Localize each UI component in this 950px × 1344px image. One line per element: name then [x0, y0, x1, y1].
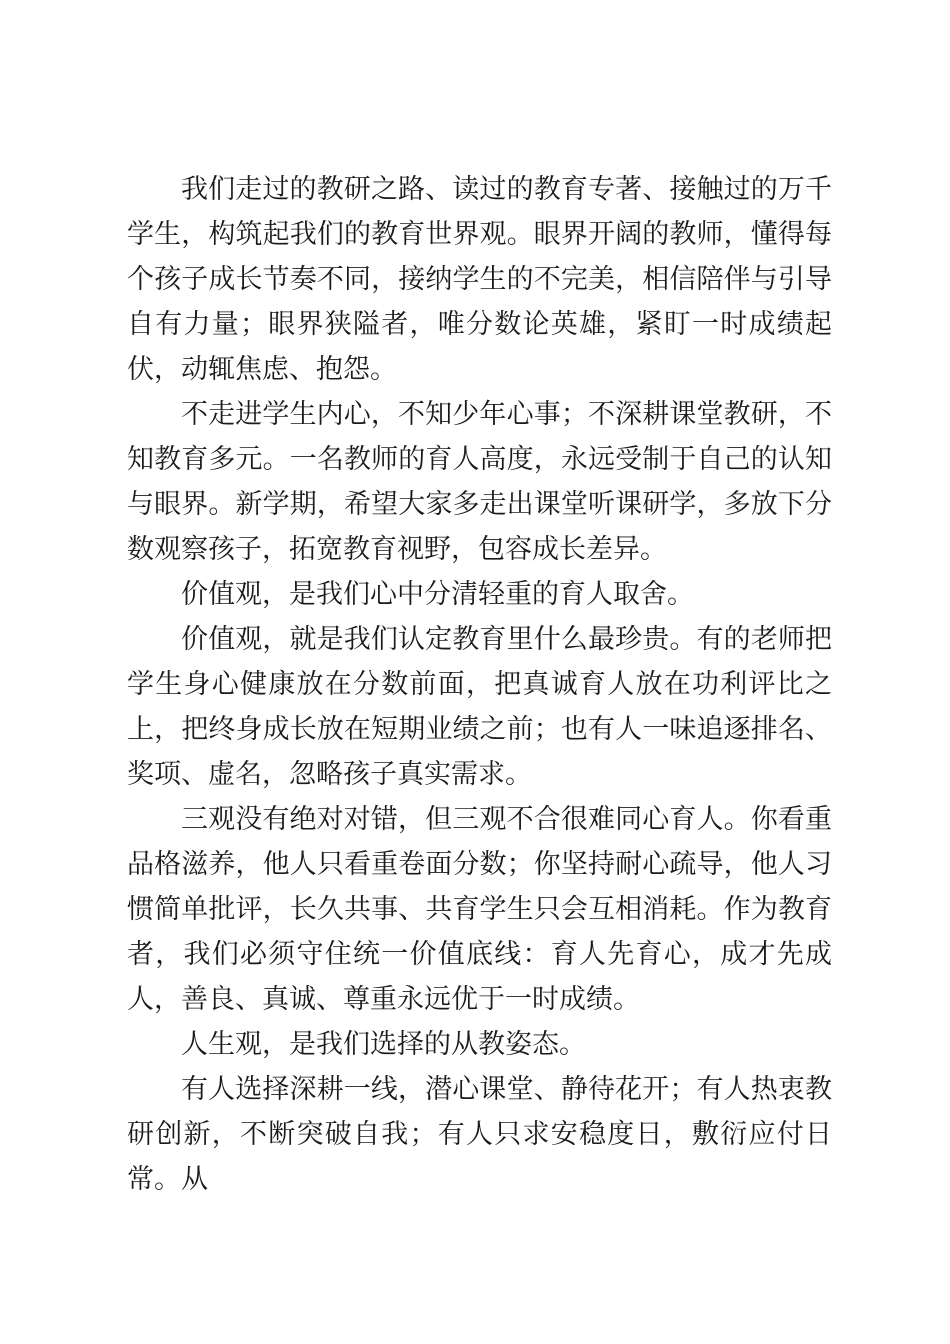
document-body — [127, 167, 832, 1202]
paragraph-2: 不走进学生内心，不知少年心事；不深耕课堂教研，不知教育多元。一名教师的育人高度，永远受制于自己的认知与眼界。新学期，希望大家多走出课堂听课研学，多放下分数观察孩子，拓宽教育视野，包容成长差异。 — [127, 399, 832, 565]
paragraph-7: 有人选择深耕一线，潜心课堂、静待花开；有人热衷教研创新，不断突破自我；有人只求安稳度日，敷衍应付日常。从 — [127, 1074, 832, 1195]
paragraph-6: 人生观，是我们选择的从教姿态。 — [181, 1029, 586, 1060]
paragraph-5: 三观没有绝对对错，但三观不合很难同心育人。你看重品格滋养，他人只看重卷面分数；你坚持耐心疏导，他人习惯简单批评，长久共事、共育学生只会互相消耗。作为教育者，我们必须守住统一价值底线：育人先育心，成才先成人，善良、真诚、尊重永远优于一时成绩。 — [127, 804, 832, 1015]
paragraph-1: 我们走过的教研之路、读过的教育专著、接触过的万千学生，构筑起我们的教育世界观。眼界开阔的教师，懂得每个孩子成长节奏不同，接纳学生的不完美，相信陪伴与引导自有力量；眼界狭隘者，唯分数论英雄，紧盯一时成绩起伏，动辄焦虑、抱怨。 — [127, 174, 832, 385]
paragraph-4: 价值观，就是我们认定教育里什么最珍贵。有的老师把学生身心健康放在分数前面，把真诚育人放在功利评比之上，把终身成长放在短期业绩之前；也有人一味追逐排名、奖项、虚名，忽略孩子真实需求。 — [127, 624, 832, 790]
paragraph-3: 价值观，是我们心中分清轻重的育人取舍。 — [181, 579, 694, 610]
